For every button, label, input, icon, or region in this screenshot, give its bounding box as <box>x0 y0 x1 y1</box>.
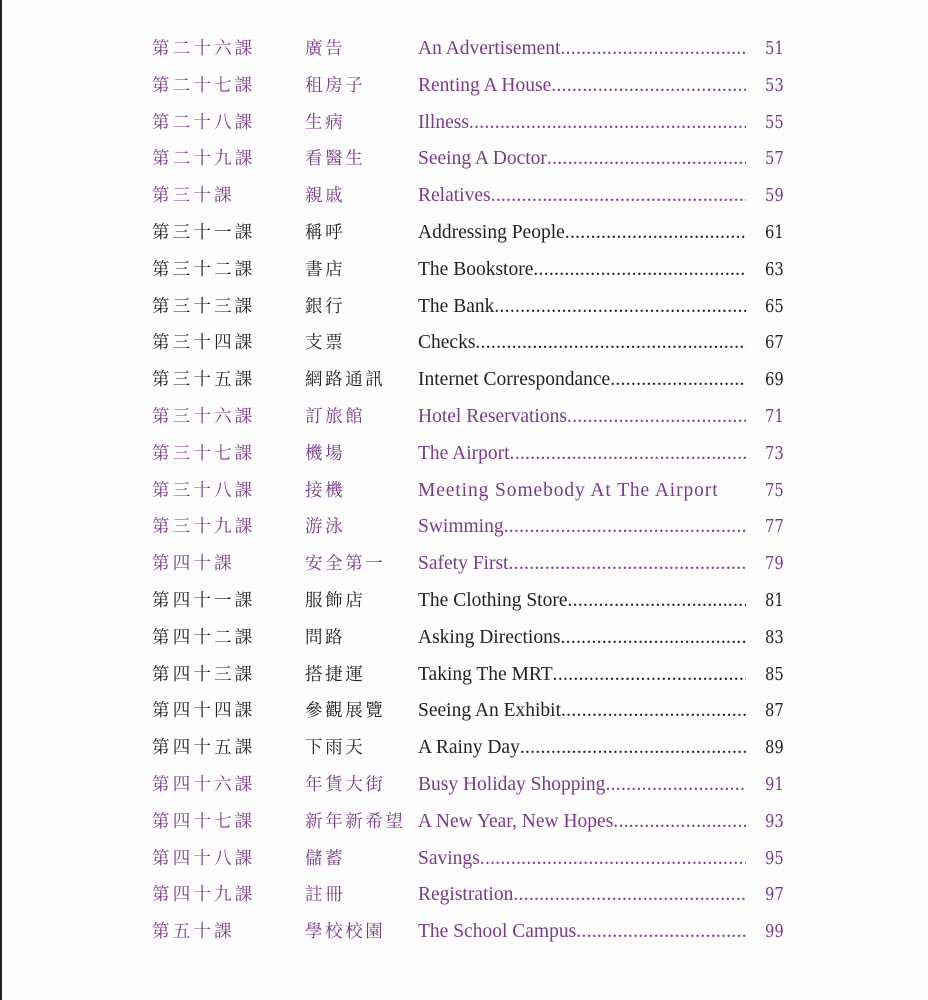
toc-entry-25[interactable] <box>0 914 928 951</box>
lesson-number: 第三十一課 <box>152 222 256 243</box>
english-title <box>418 215 746 251</box>
chinese-title: 問路 <box>305 627 346 648</box>
english-title-text: Hotel Reservations <box>418 405 567 427</box>
english-title-text: Busy Holiday Shopping <box>418 773 606 795</box>
lesson-number: 第三十四課 <box>152 333 256 354</box>
chinese-title: 接機 <box>305 480 346 501</box>
lesson-number: 第四十八課 <box>152 848 256 869</box>
toc-entry-14[interactable] <box>0 509 928 546</box>
toc-entry-16[interactable] <box>0 583 928 620</box>
chinese-title: 支票 <box>305 333 346 354</box>
dot-leader <box>547 141 746 177</box>
dot-leader <box>491 178 746 214</box>
english-title <box>418 178 746 214</box>
dot-leader <box>520 730 746 766</box>
english-title <box>418 252 746 288</box>
toc-entry-22[interactable] <box>0 804 928 841</box>
toc-entry-4[interactable] <box>0 141 928 178</box>
chinese-title: 稱呼 <box>305 222 346 243</box>
lesson-number: 第三十七課 <box>152 443 256 464</box>
toc-entry-20[interactable] <box>0 730 928 767</box>
lesson-number: 第四十五課 <box>152 738 256 759</box>
lesson-number: 第五十課 <box>152 922 235 943</box>
chinese-title: 下雨天 <box>305 738 366 759</box>
lesson-number: 第四十六課 <box>152 774 256 795</box>
english-title <box>418 399 746 435</box>
page-number: 89 <box>765 737 784 759</box>
page-number: 85 <box>765 663 784 685</box>
toc-entry-12[interactable] <box>0 436 928 473</box>
english-title <box>418 141 746 177</box>
page-number: 65 <box>765 295 784 317</box>
chinese-title: 看醫生 <box>305 149 366 170</box>
page-number: 59 <box>765 185 784 207</box>
english-title <box>418 730 746 766</box>
page-number: 53 <box>765 74 784 96</box>
lesson-number: 第四十課 <box>152 554 235 575</box>
english-title-text: Asking Directions <box>418 626 561 648</box>
dot-leader <box>610 362 746 398</box>
lesson-number: 第三十課 <box>152 186 235 207</box>
chinese-title: 儲蓄 <box>305 848 346 869</box>
toc-entry-19[interactable] <box>0 693 928 730</box>
chinese-title: 搭捷運 <box>305 664 366 685</box>
english-title <box>418 620 746 656</box>
toc-entry-1[interactable] <box>0 31 928 68</box>
english-title-text: Illness <box>418 111 469 133</box>
lesson-number: 第三十八課 <box>152 480 256 501</box>
chinese-title: 服飾店 <box>305 590 366 611</box>
chinese-title: 訂旅館 <box>305 406 366 427</box>
dot-leader <box>508 546 746 582</box>
english-title <box>418 325 746 361</box>
chinese-title: 游泳 <box>305 517 346 538</box>
chinese-title: 機場 <box>305 443 346 464</box>
toc-entry-15[interactable] <box>0 546 928 583</box>
page-number: 83 <box>765 626 784 648</box>
page-number: 87 <box>765 700 784 722</box>
english-title-text: Checks <box>418 332 476 354</box>
chinese-title: 租房子 <box>305 75 366 96</box>
chinese-title: 生病 <box>305 112 346 133</box>
toc-entry-3[interactable] <box>0 105 928 142</box>
english-title <box>418 841 746 877</box>
dot-leader <box>613 804 746 840</box>
english-title-text: Safety First <box>418 553 509 575</box>
english-title <box>418 68 746 104</box>
dot-leader <box>605 767 746 803</box>
page-number: 81 <box>765 589 784 611</box>
lesson-number: 第四十七課 <box>152 811 256 832</box>
page-number: 91 <box>765 773 784 795</box>
lesson-number: 第四十三課 <box>152 664 256 685</box>
lesson-number: 第四十九課 <box>152 885 256 906</box>
lesson-number: 第二十九課 <box>152 149 256 170</box>
dot-leader <box>480 841 746 877</box>
toc-entry-23[interactable] <box>0 841 928 878</box>
chinese-title: 參觀展覽 <box>305 701 386 722</box>
english-title <box>418 767 746 803</box>
dot-leader <box>560 620 746 656</box>
dot-leader <box>504 509 746 545</box>
toc-entry-5[interactable] <box>0 178 928 215</box>
toc-entry-2[interactable] <box>0 68 928 105</box>
page-number: 57 <box>765 148 784 170</box>
lesson-number: 第三十二課 <box>152 259 256 280</box>
dot-leader <box>533 252 746 288</box>
page-number: 77 <box>765 516 784 538</box>
lesson-number: 第二十八課 <box>152 112 256 133</box>
toc-entry-9[interactable] <box>0 325 928 362</box>
dot-leader <box>553 657 746 693</box>
toc-entry-6[interactable] <box>0 215 928 252</box>
english-title-text: Meeting Somebody At The Airport <box>418 479 719 501</box>
english-title <box>418 657 746 693</box>
chinese-title: 廣告 <box>305 39 346 59</box>
english-title-text: Internet Correspondance <box>418 369 611 391</box>
lesson-number: 第二十七課 <box>152 75 256 96</box>
english-title <box>418 693 746 729</box>
lesson-number: 第三十九課 <box>152 517 256 538</box>
english-title-text: Registration <box>418 884 514 906</box>
dot-leader <box>561 693 746 729</box>
lesson-number: 第二十六課 <box>152 39 256 59</box>
english-title-text: Relatives <box>418 185 491 207</box>
english-title <box>418 877 746 913</box>
lesson-number: 第三十三課 <box>152 296 256 317</box>
dot-leader <box>565 215 746 251</box>
english-title-text: Addressing People <box>418 221 565 243</box>
english-title <box>418 473 746 509</box>
page-number: 61 <box>765 221 784 243</box>
english-title <box>418 804 746 840</box>
table-of-contents <box>0 31 928 951</box>
page-number: 95 <box>765 847 784 869</box>
page-number: 97 <box>765 884 784 906</box>
toc-entry-18[interactable] <box>0 657 928 694</box>
dot-leader <box>469 105 746 141</box>
toc-entry-21[interactable] <box>0 767 928 804</box>
english-title-text: An Advertisement <box>418 38 561 59</box>
lesson-number: 第四十四課 <box>152 701 256 722</box>
english-title-text: The School Campus <box>418 921 577 943</box>
english-title <box>418 289 746 325</box>
page-number: 99 <box>765 921 784 943</box>
chinese-title: 新年新希望 <box>305 811 406 832</box>
english-title-text: Seeing An Exhibit <box>418 700 561 722</box>
dot-leader <box>560 31 746 67</box>
dot-leader <box>567 399 746 435</box>
toc-entry-13[interactable] <box>0 473 928 510</box>
chinese-title: 註冊 <box>305 885 346 906</box>
dot-leader <box>475 325 746 361</box>
chinese-title: 銀行 <box>305 296 346 317</box>
english-title-text: Renting A House <box>418 74 552 96</box>
english-title-text: A New Year, New Hopes <box>418 810 614 832</box>
toc-entry-8[interactable] <box>0 289 928 326</box>
lesson-number: 第三十五課 <box>152 370 256 391</box>
english-title-text: The Bookstore <box>418 258 534 280</box>
chinese-title: 書店 <box>305 259 346 280</box>
page-number: 63 <box>765 258 784 280</box>
english-title <box>418 362 746 398</box>
lesson-number: 第四十一課 <box>152 590 256 611</box>
english-title-text: Swimming <box>418 516 504 538</box>
english-title <box>418 105 746 141</box>
page-number: 67 <box>765 332 784 354</box>
english-title <box>418 509 746 545</box>
lesson-number: 第三十六課 <box>152 406 256 427</box>
chinese-title: 年貨大街 <box>305 774 386 795</box>
page-number: 93 <box>765 810 784 832</box>
dot-leader <box>568 583 747 619</box>
english-title <box>418 914 746 950</box>
page-number: 69 <box>765 369 784 391</box>
english-title-text: The Bank <box>418 295 495 317</box>
english-title-text: A Rainy Day <box>418 737 520 759</box>
english-title <box>418 436 746 472</box>
english-title-text: Taking The MRT <box>418 663 553 685</box>
english-title-text: The Airport <box>418 442 510 464</box>
toc-entry-24[interactable] <box>0 877 928 914</box>
english-title-text: Seeing A Doctor <box>418 148 547 170</box>
chinese-title: 安全第一 <box>305 554 386 575</box>
page-number: 75 <box>765 479 784 501</box>
english-title <box>418 583 746 619</box>
dot-leader <box>551 68 746 104</box>
toc-entry-17[interactable] <box>0 620 928 657</box>
english-title <box>418 546 746 582</box>
dot-leader <box>494 289 746 325</box>
english-title-text: The Clothing Store <box>418 589 568 611</box>
page-number: 55 <box>765 111 784 133</box>
toc-entry-7[interactable] <box>0 252 928 289</box>
dot-leader <box>513 877 746 913</box>
chinese-title: 學校校園 <box>305 922 386 943</box>
page-number: 73 <box>765 442 784 464</box>
toc-entry-11[interactable] <box>0 399 928 436</box>
page-number: 79 <box>765 553 784 575</box>
toc-entry-10[interactable] <box>0 362 928 399</box>
page-number: 51 <box>765 38 784 59</box>
lesson-number: 第四十二課 <box>152 627 256 648</box>
chinese-title: 網路通訊 <box>305 370 386 391</box>
page-number: 71 <box>765 405 784 427</box>
english-title-text: Savings <box>418 847 480 869</box>
dot-leader <box>510 436 746 472</box>
chinese-title: 親戚 <box>305 186 346 207</box>
dot-leader <box>576 914 746 950</box>
english-title <box>418 31 746 67</box>
